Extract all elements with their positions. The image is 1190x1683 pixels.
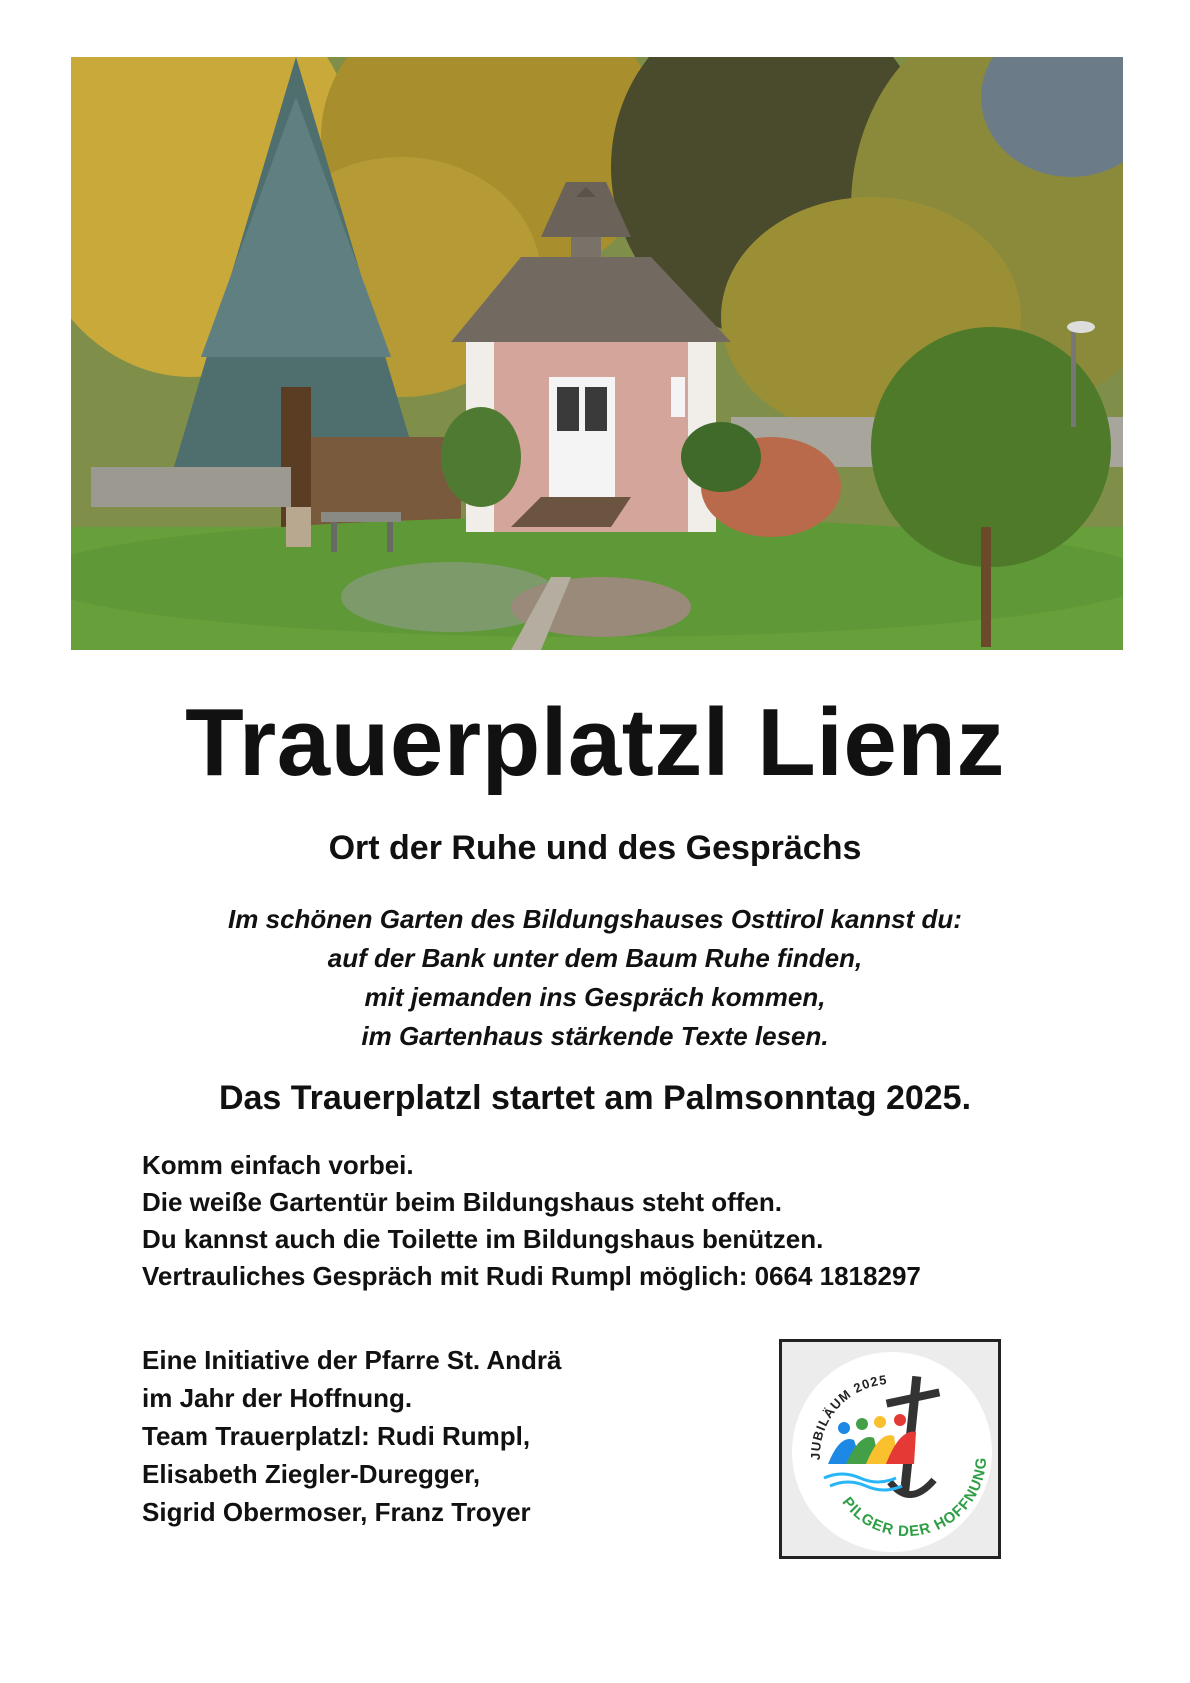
credit-line: Team Trauerplatzl: Rudi Rumpl, xyxy=(142,1421,531,1451)
poster-title: Trauerplatzl Lienz xyxy=(185,689,1005,796)
intro-line: im Gartenhaus stärkende Texte lesen. xyxy=(361,1021,829,1051)
info-text xyxy=(142,1147,921,1295)
logo-arc-bottom-text: PILGER DER HOFFNUNG xyxy=(838,1456,991,1541)
intro-text xyxy=(0,900,1190,1056)
credits-text xyxy=(142,1341,562,1531)
poster-subtitle: Ort der Ruhe und des Gesprächs xyxy=(328,829,862,867)
jubilee-logo-graphic xyxy=(782,1342,998,1556)
info-line: Du kannst auch die Toilette im Bildungshaus benützen. xyxy=(142,1224,824,1254)
garden-house-photo xyxy=(71,57,1123,650)
credit-line: Eine Initiative der Pfarre St. Andrä xyxy=(142,1345,562,1375)
info-line: Komm einfach vorbei. xyxy=(142,1150,414,1180)
start-announcement: Das Trauerplatzl startet am Palmsonntag 2025. xyxy=(218,1079,972,1117)
intro-line: auf der Bank unter dem Baum Ruhe finden, xyxy=(327,943,863,973)
logo-arc-top-text: JUBILÄUM 2025 xyxy=(807,1372,889,1461)
info-line: Die weiße Gartentür beim Bildungshaus steht offen. xyxy=(142,1187,782,1217)
intro-line: Im schönen Garten des Bildungshauses Osttirol kannst du: xyxy=(228,904,962,934)
credit-line: im Jahr der Hoffnung. xyxy=(142,1383,413,1413)
jubilee-logo xyxy=(779,1339,1001,1559)
credit-line: Sigrid Obermoser, Franz Troyer xyxy=(142,1497,531,1527)
intro-line: mit jemanden ins Gespräch kommen, xyxy=(364,982,826,1012)
garden-scene xyxy=(71,57,1123,650)
info-line: Vertrauliches Gespräch mit Rudi Rumpl möglich: 0664 1818297 xyxy=(142,1261,921,1291)
credit-line: Elisabeth Ziegler-Duregger, xyxy=(142,1459,481,1489)
